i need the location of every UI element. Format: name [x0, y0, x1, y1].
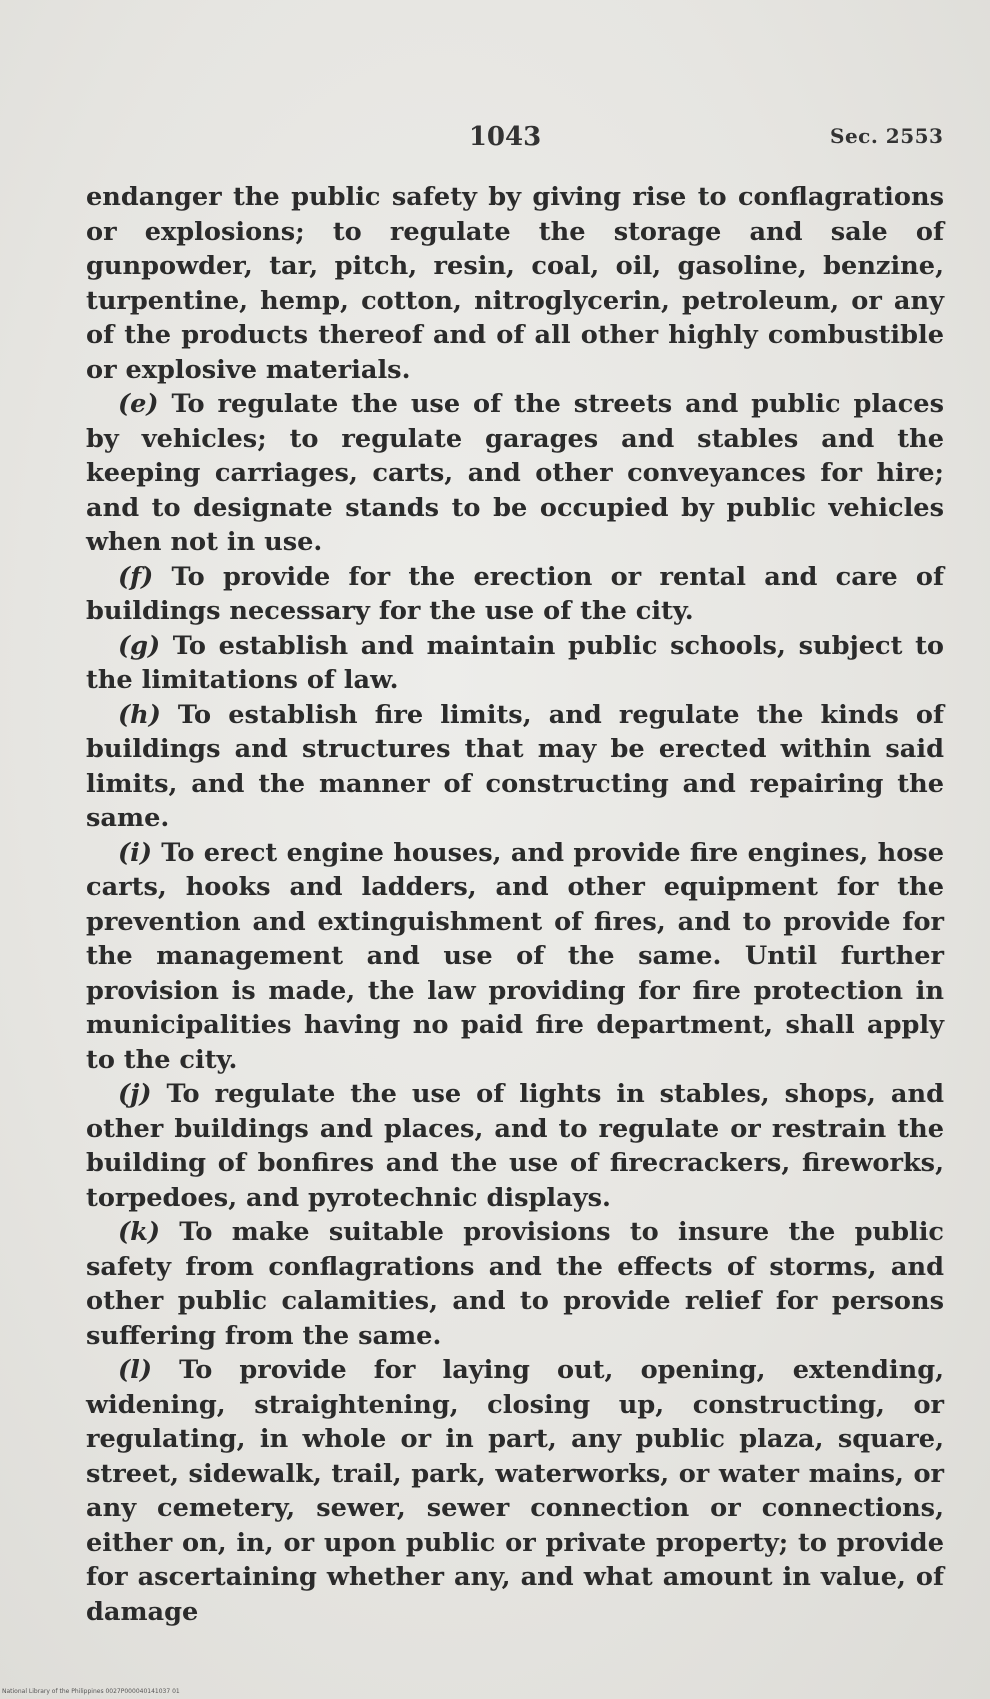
paragraph-l	[86, 1353, 944, 1629]
paragraph-marker: (h)	[118, 699, 161, 730]
paragraph-marker: (l)	[118, 1355, 152, 1385]
page-number: 1043	[468, 122, 542, 152]
paragraph-text: To make suitable provisions to insure the public safety from conflagrations and the effects of storms, and other public calamities, and to provide relief for persons suffering from the same.	[86, 1217, 944, 1351]
paragraph-k	[86, 1215, 944, 1353]
body-text	[86, 180, 944, 1629]
paragraph-continuation	[86, 180, 944, 387]
paragraph-marker: (f)	[118, 561, 154, 592]
paragraph-text: To regulate the use of lights in stables, shops, and other buildings and places, and to regulate or restrain the building of bonfires and the use of firecrackers, fireworks, torpedoes, and pyrotechnic displays.	[86, 1079, 944, 1213]
paragraph-text: To establish fire limits, and regulate the kinds of buildings and structures that may be erected within said limits, and the manner of constructing and repairing the same.	[86, 699, 944, 833]
paragraph-h	[86, 698, 944, 836]
paragraph-marker: (i)	[118, 837, 152, 868]
paragraph-f	[86, 560, 944, 629]
paragraph-text: To regulate the use of the streets and public places by vehicles; to regulate garages and stables and the keeping carriages, carts, and other conveyances for hire; and to designate stands to be occupied by public vehicles when not in use.	[86, 389, 944, 557]
paragraph-marker: (j)	[118, 1079, 152, 1109]
paragraph-text: endanger the public safety by giving rise to conflagrations or explosions; to regulate the storage and sale of gunpowder, tar, pitch, resin, coal, oil, gasoline, benzine, turpentine, hemp, cotton, nitroglycerin, petroleum, or any of the products thereof and of all other highly combustible or explosive materials.	[86, 182, 944, 385]
paragraph-text: To erect engine houses, and provide fire engines, hose carts, hooks and ladders, and other equipment for the prevention and extinguishment of fires, and to provide for the management and use of the same. Until further provision is made, the law providing for fire protection in municipalities having no paid fire department, shall apply to the city.	[86, 837, 944, 1075]
paragraph-marker: (e)	[118, 389, 159, 419]
paragraph-i	[86, 836, 944, 1078]
paragraph-g	[86, 629, 944, 698]
paragraph-e	[86, 387, 944, 560]
paragraph-text: To provide for the erection or rental and care of buildings necessary for the use of the city.	[86, 561, 944, 626]
paragraph-text: To establish and maintain public schools, subject to the limitations of law.	[86, 630, 944, 695]
paragraph-marker: (k)	[118, 1217, 160, 1247]
paragraph-marker: (g)	[118, 630, 161, 661]
paragraph-j	[86, 1077, 944, 1215]
paragraph-text: To provide for laying out, opening, extending, widening, straightening, closing up, constructing, or regulating, in whole or in part, any public plaza, square, street, sidewalk, trail, park, waterworks, or water mains, or any cemetery, sewer, sewer connection or connections, either on, in, or upon public or private property; to provide for ascertaining whether any, and what amount in value, of damage	[86, 1355, 944, 1627]
section-reference: Sec. 2553	[830, 124, 944, 148]
archive-footer-note: National Library of the Philippines 0027P000040141037 01	[2, 1688, 180, 1695]
